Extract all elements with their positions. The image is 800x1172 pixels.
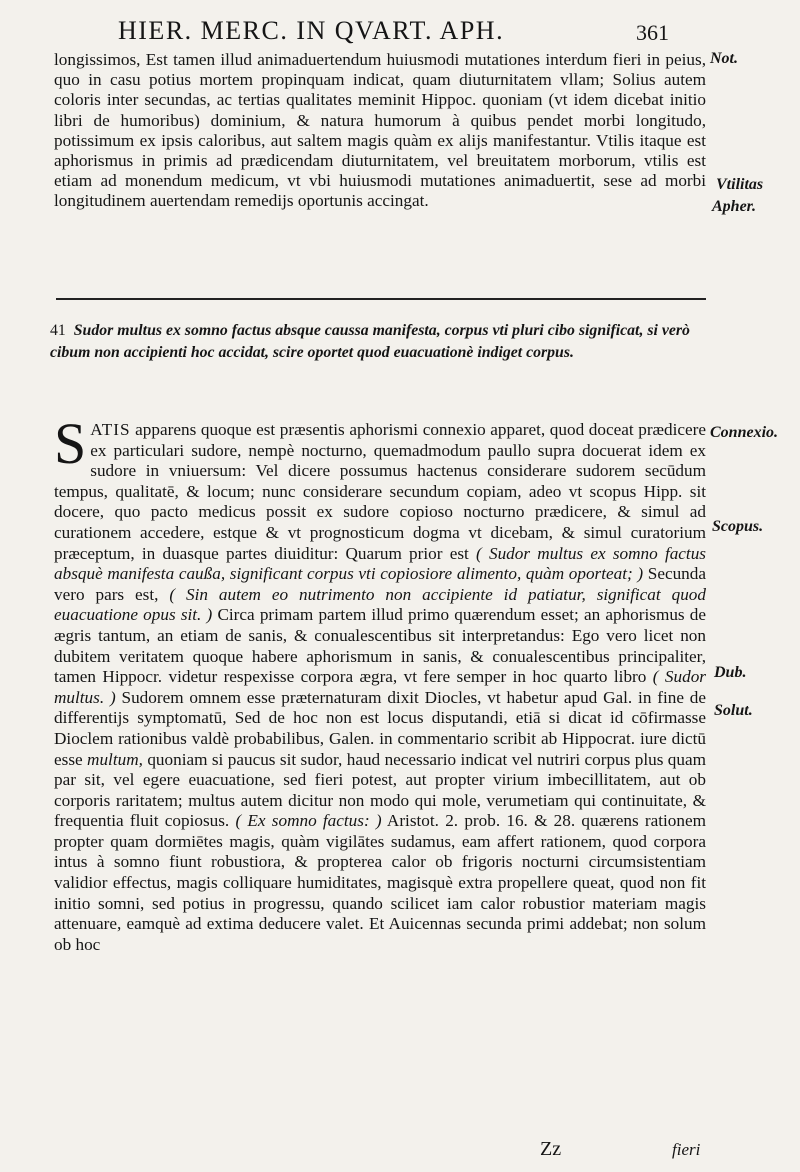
margin-note-vtilitas: Vtilitas	[716, 176, 764, 193]
margin-note-not: Not.	[710, 50, 738, 67]
margin-note-apher: Apher.	[712, 198, 757, 215]
margin-note-connexio: Connexio.	[710, 424, 779, 441]
quoted-lemma-4: multum,	[87, 749, 143, 769]
drop-cap: S	[54, 411, 87, 476]
commentary-text-2e: quoniam si paucus sit sudor, haud necessario indicat vel nutriri corpus plus quam par sit, vel egere euacuatione, sed fieri potest, aut propter virium imbecillitatem, aut ob corporis raritatem; multus autem dicitur non modo qui mole, verumetiam qui continuitate, & frequentia fluit copiosus.	[54, 749, 706, 831]
commentary-text-2f: Aristot. 2. prob. 16. & 28. quærens rationem propter quam dormiētes magis, quàm vigilātes sudamus, eam affert rationem, quod corpora intus à somno fiunt robustiora, & propterea calor ob frigoris nocturni circumsistentiam validior effectus, magis colliquare humiditates, magisquè extra propellere queat, quod non fit initio somni, sed potius in progressu, quando scilicet iam calor robustior materiam magis attenuare, eamquè ad extima deducere valet. Et Auicennas secunda primi addebat; non solum ob hoc	[54, 811, 706, 954]
commentary-text-2d: Sudorem omnem esse præternaturam dixit Diocles, vt habetur apud Gal. in fine de differentijs symptomatū, Sed de hoc non est locus disputandi, etiā si dicat id cōfirmasse Dioclem rationibus valdè probabilibus, Galen. in commentario scribit ab Hippocrat. iure dictū esse	[54, 687, 707, 769]
commentary-paragraph-1	[54, 50, 706, 212]
quoted-lemma-3: ( Sudor multus. )	[54, 667, 706, 707]
signature-mark: Zz	[540, 1138, 562, 1160]
margin-note-scopus: Scopus.	[712, 518, 764, 535]
quoted-lemma-2: ( Sin autem eo nutrimento non accipiente id patiatur, significat quod euacuatione opus sit. )	[54, 584, 706, 625]
quoted-lemma-5: ( Ex somno factus: )	[235, 811, 382, 831]
aphorism-body: Sudor multus ex somno factus absque caussa manifesta, corpus vti pluri cibo significat, si verò cibum non accipienti hoc accidat, scire oportet quod euacuationè indiget corpus.	[50, 322, 690, 361]
quoted-lemma-1: ( Sudor multus ex somno factus absquè manifesta caußa, significant corpus vti copiosiore alimento, quàm oporteat; )	[54, 543, 706, 584]
commentary-text-2a: apparens quoque est præsentis aphorismi connexio apparet, quod doceat prædicere ex particulari sudore, nempè nocturno, quemadmodum paullo supra docuerat idem ex sudore in vniuersum: Vel dicere possumus hactenus considerare sudorem secūdum tempus, qualitatē, & locum; nunc considerare secundum copiam, adeo vt scopus Hipp. sit docere, quo pacto medicus possit ex sudore copioso nocturno prædicere, & simul ad curationem accedere, estque & vt prognosticum dogma vt dicebam, & simul curatorium præceptum, in duasque partes diuiditur: Quarum prior est	[54, 420, 706, 563]
commentary-text-2b: Secunda vero pars est,	[54, 564, 706, 604]
catchword: fieri	[672, 1140, 701, 1159]
commentary-text-2c: Circa primam partem illud primo quærendum esset; an aphorismus de ægris tantum, an etiam de sanis, & conualescentibus sit interpretandus: Ego vero licet non dubitem veritatem quoque habere aphorismum in sanis, & conualescentibus principaliter, tamen Hippocr. videtur respexisse corpora ægra, vt fere semper in hoc quarto libro	[54, 605, 707, 687]
aphorism-text	[50, 320, 706, 364]
commentary-text-1: longissimos, Est tamen illud animaduertendum huiusmodi mutationes interdum fieri in peius, quo in casu potius mortem propinquam indicat, quam diuturnitatem vllam; Solius autem coloris inter secundas, ac tertias qualitates meminit Hippoc. quoniam (vt idem dicebat initio libri de humoribus) dominium, & natura humorum à quibus pendet morbi longitudo, potissimum ex ipsis caloribus, aut saltem magis quàm ex alijs manifestantur. Vtilis itaque est aphorismus in primis ad prædicendam diuturnitatem, vel breuitatem morborum, vtilis est etiam ad monendum medicum, vt vbi huiusmodi mutationes animaduertit, sese ad morbi longitudinem auertendam remedijs oportunis accingat.	[54, 50, 706, 211]
margin-note-solut: Solut.	[714, 702, 753, 719]
commentary-paragraph-2	[54, 411, 707, 955]
page-number: 361	[636, 20, 669, 45]
section-divider	[56, 298, 706, 300]
aphorism-number: 41	[50, 322, 66, 339]
opening-caps: ATIS	[90, 420, 131, 439]
running-title: HIER. MERC. IN QVART. APH.	[118, 16, 505, 45]
margin-note-dub: Dub.	[714, 664, 747, 681]
